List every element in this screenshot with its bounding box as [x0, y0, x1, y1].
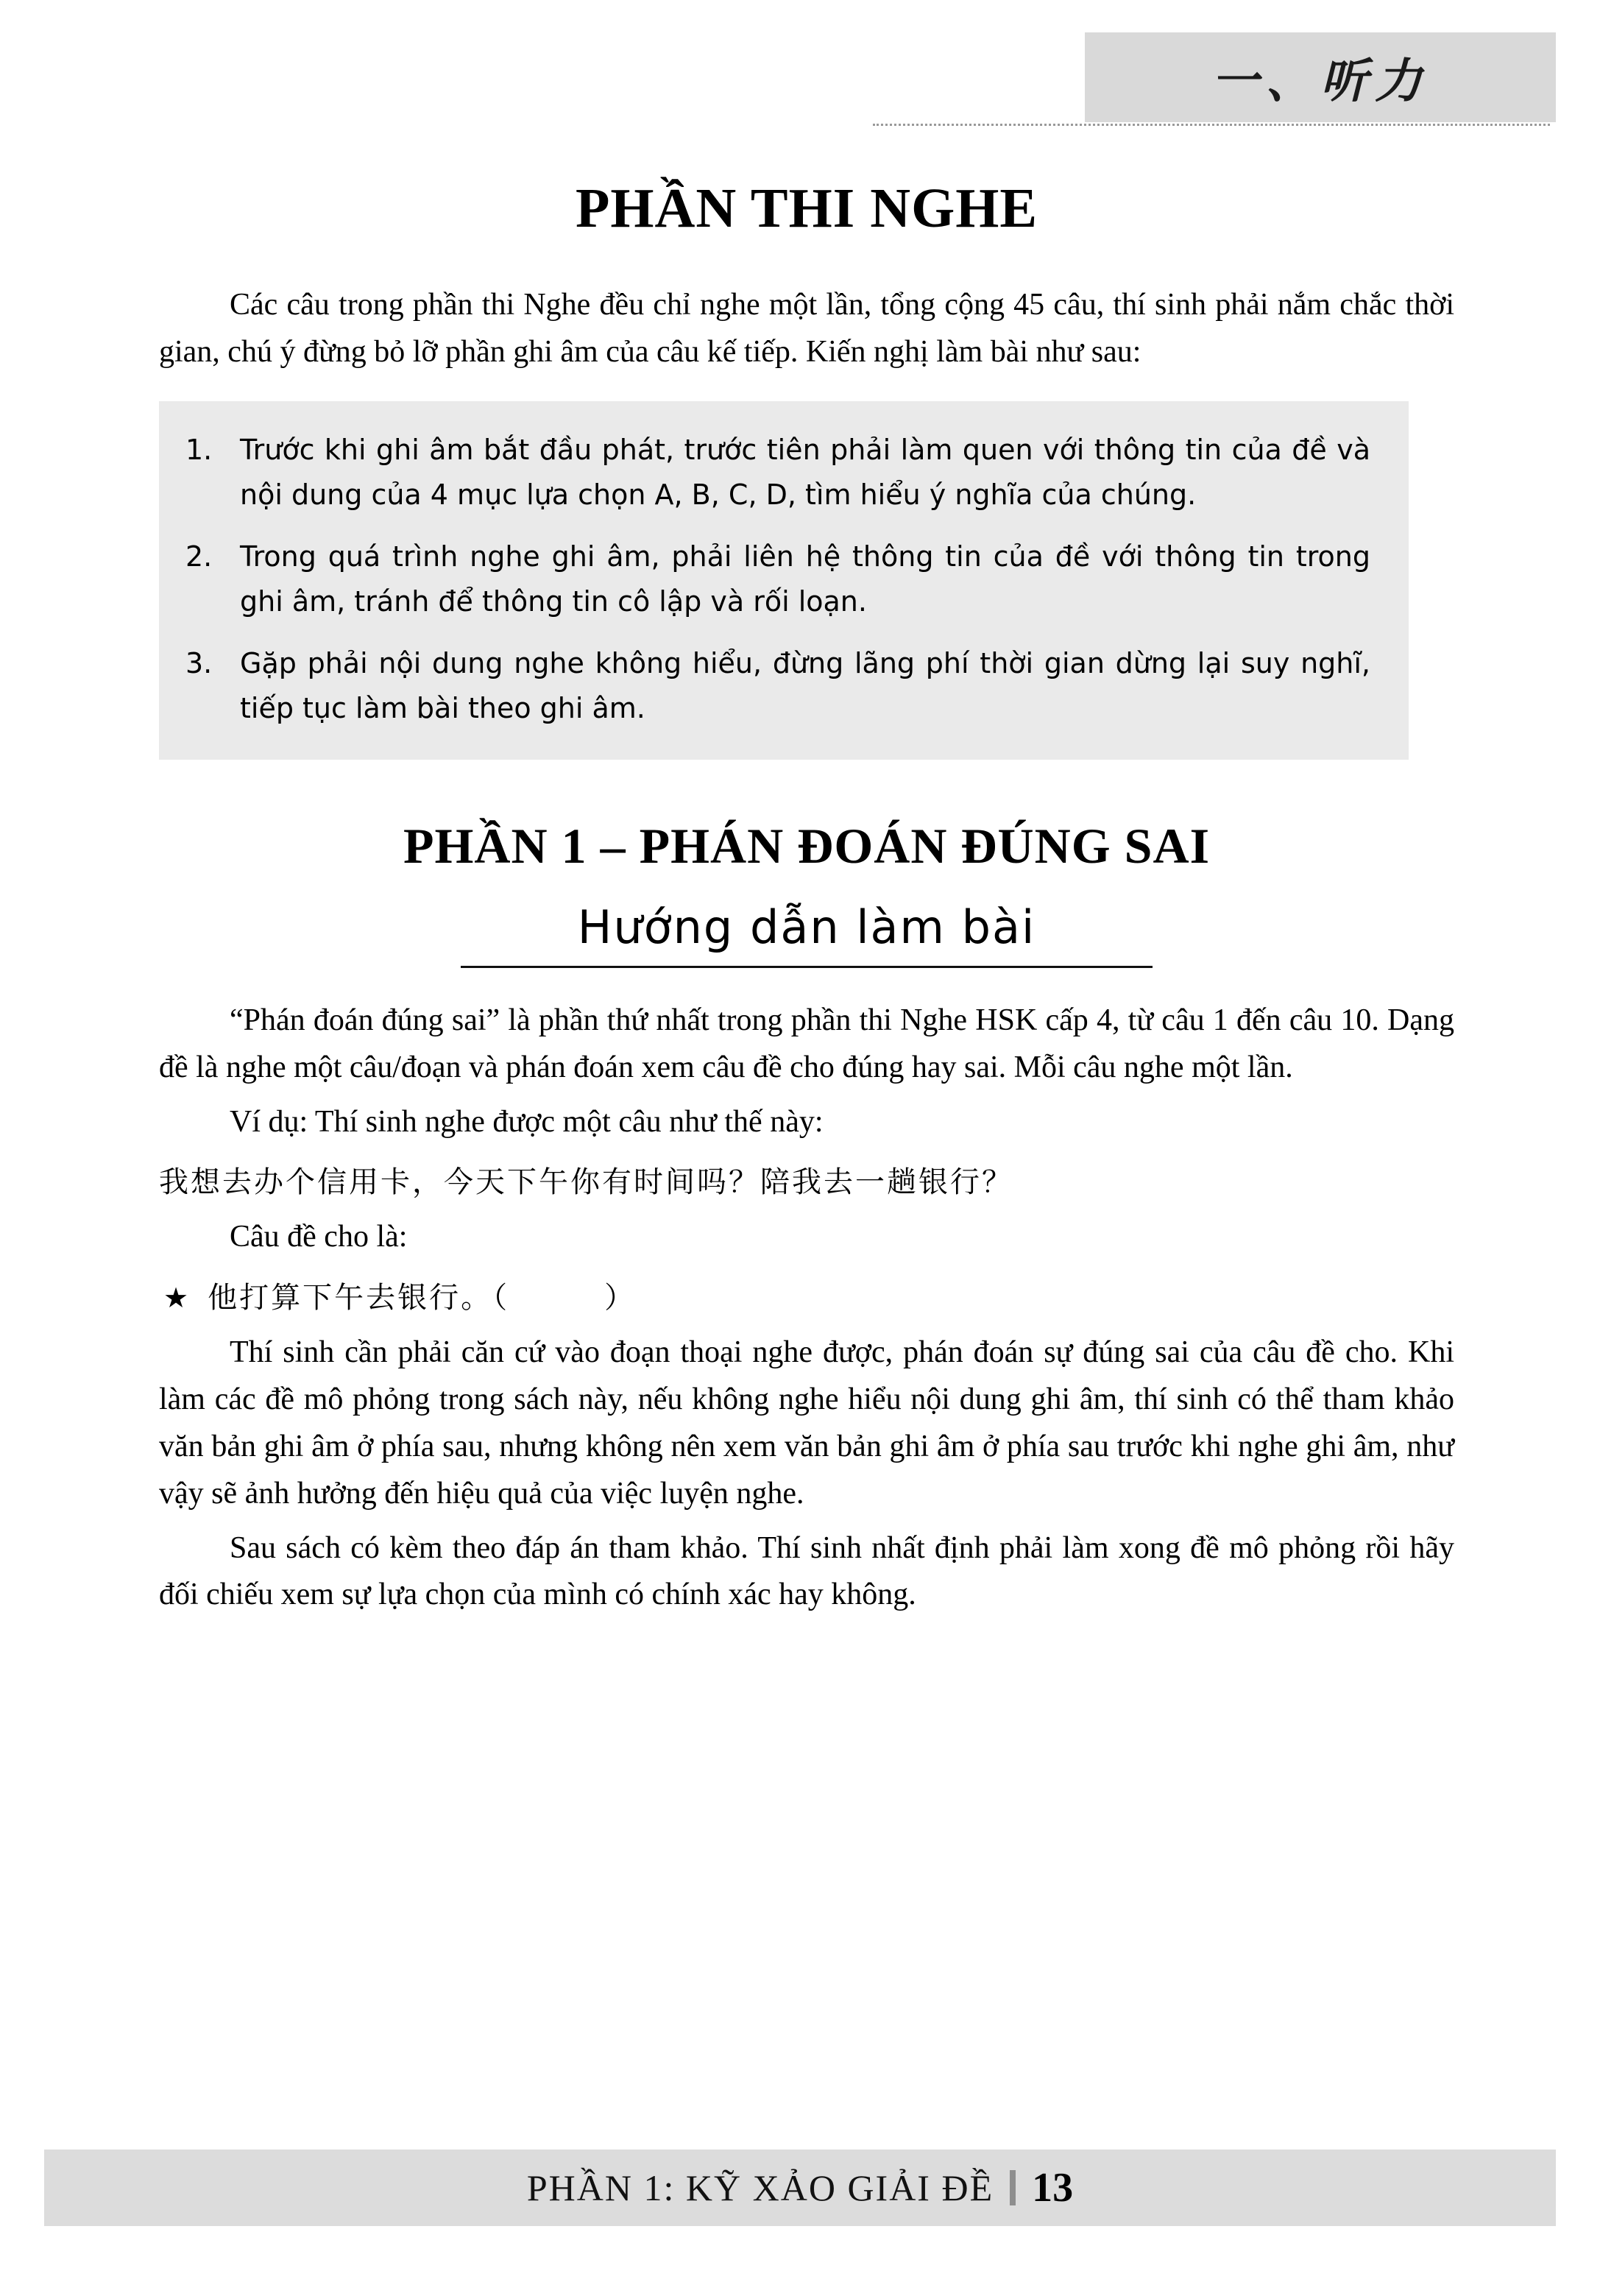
list-item [185, 534, 1370, 625]
example-chinese-sentence: 我想去办个信用卡，今天下午你有时间吗？陪我去一趟银行？ [159, 1165, 1013, 1200]
guide-heading: Hướng dẫn làm bài [577, 900, 1036, 954]
list-item [185, 641, 1370, 732]
intro-paragraph: Các câu trong phần thi Nghe đều chỉ nghe một lần, tổng cộng 45 câu, thí sinh phải nắm chắc thời gian, chú ý đừng bỏ lỡ phần ghi âm của câu kế tiếp. Kiến nghị làm bài như sau: [159, 288, 1454, 369]
header-section-tab [1082, 32, 1556, 122]
list-item-text: Trong quá trình nghe ghi âm, phải liên hệ thông tin của đề với thông tin trong ghi âm, tránh để thông tin cô lập và rối loạn. [240, 540, 1370, 618]
page-title: PHẦN THI NGHE [575, 177, 1038, 239]
example-question-label: Câu đề cho là: [230, 1220, 408, 1254]
list-item-number: 2. [185, 540, 213, 573]
example-statement-text: 他打算下午去银行。（ ） [208, 1281, 637, 1315]
page-footer [0, 2150, 1600, 2230]
body-paragraph: Sau sách có kèm theo đáp án tham khảo. Thí sinh nhất định phải làm xong đề mô phỏng rồi hãy đối chiếu xem sự lựa chọn của mình có chính xác hay không. [159, 1530, 1454, 1612]
example-statement-row [159, 1274, 1454, 1316]
list-item [185, 428, 1370, 518]
example-intro-paragraph: Ví dụ: Thí sinh nghe được một câu như thế này: [230, 1104, 824, 1139]
star-icon: ★ [163, 1283, 189, 1315]
header-dotted-rule [873, 124, 1550, 128]
header-section-title: 一、听力 [1211, 54, 1429, 109]
body-paragraph: “Phán đoán đúng sai” là phần thứ nhất trong phần thi Nghe HSK cấp 4, từ câu 1 đến câu 10. Dạng đề là nghe một câu/đoạn và phán đoán xem câu đề cho đúng hay sai. Mỗi câu nghe một lần. [159, 1003, 1454, 1084]
list-item-text: Trước khi ghi âm bắt đầu phát, trước tiên phải làm quen với thông tin của đề và nội dung của 4 mục lựa chọn A, B, C, D, tìm hiểu ý nghĩa của chúng. [240, 433, 1370, 512]
header-section-tab-inner [1085, 32, 1556, 122]
list-item-number: 1. [185, 433, 213, 466]
footer-title: PHẦN 1: KỸ XẢO GIẢI ĐỀ [526, 2167, 994, 2208]
page-number: 13 [1032, 2165, 1074, 2211]
list-item-number: 3. [185, 646, 213, 679]
guide-underline [461, 966, 1153, 968]
part-title: PHẦN 1 – PHÁN ĐOÁN ĐÚNG SAI [403, 817, 1211, 874]
list-item-text: Gặp phải nội dung nghe không hiểu, đừng lãng phí thời gian dừng lại suy nghĩ, tiếp tục làm bài theo ghi âm. [240, 646, 1370, 725]
footer-inner [44, 2150, 1556, 2226]
footer-divider [1010, 2170, 1016, 2205]
instructions-box [159, 401, 1409, 760]
guide-heading-wrap [159, 900, 1454, 968]
main-content [159, 177, 1454, 1626]
body-paragraph: Thí sinh cần phải căn cứ vào đoạn thoại nghe được, phán đoán sự đúng sai của câu đề cho. Khi làm các đề mô phỏng trong sách này, nếu không nghe hiểu nội dung ghi âm, thí sinh có thể tham khảo văn bản ghi âm ở phía sau, nhưng không nên xem văn bản ghi âm ở phía sau trước khi nghe ghi âm, như vậy sẽ ảnh hưởng đến hiệu quả của việc luyện nghe. [159, 1335, 1454, 1511]
